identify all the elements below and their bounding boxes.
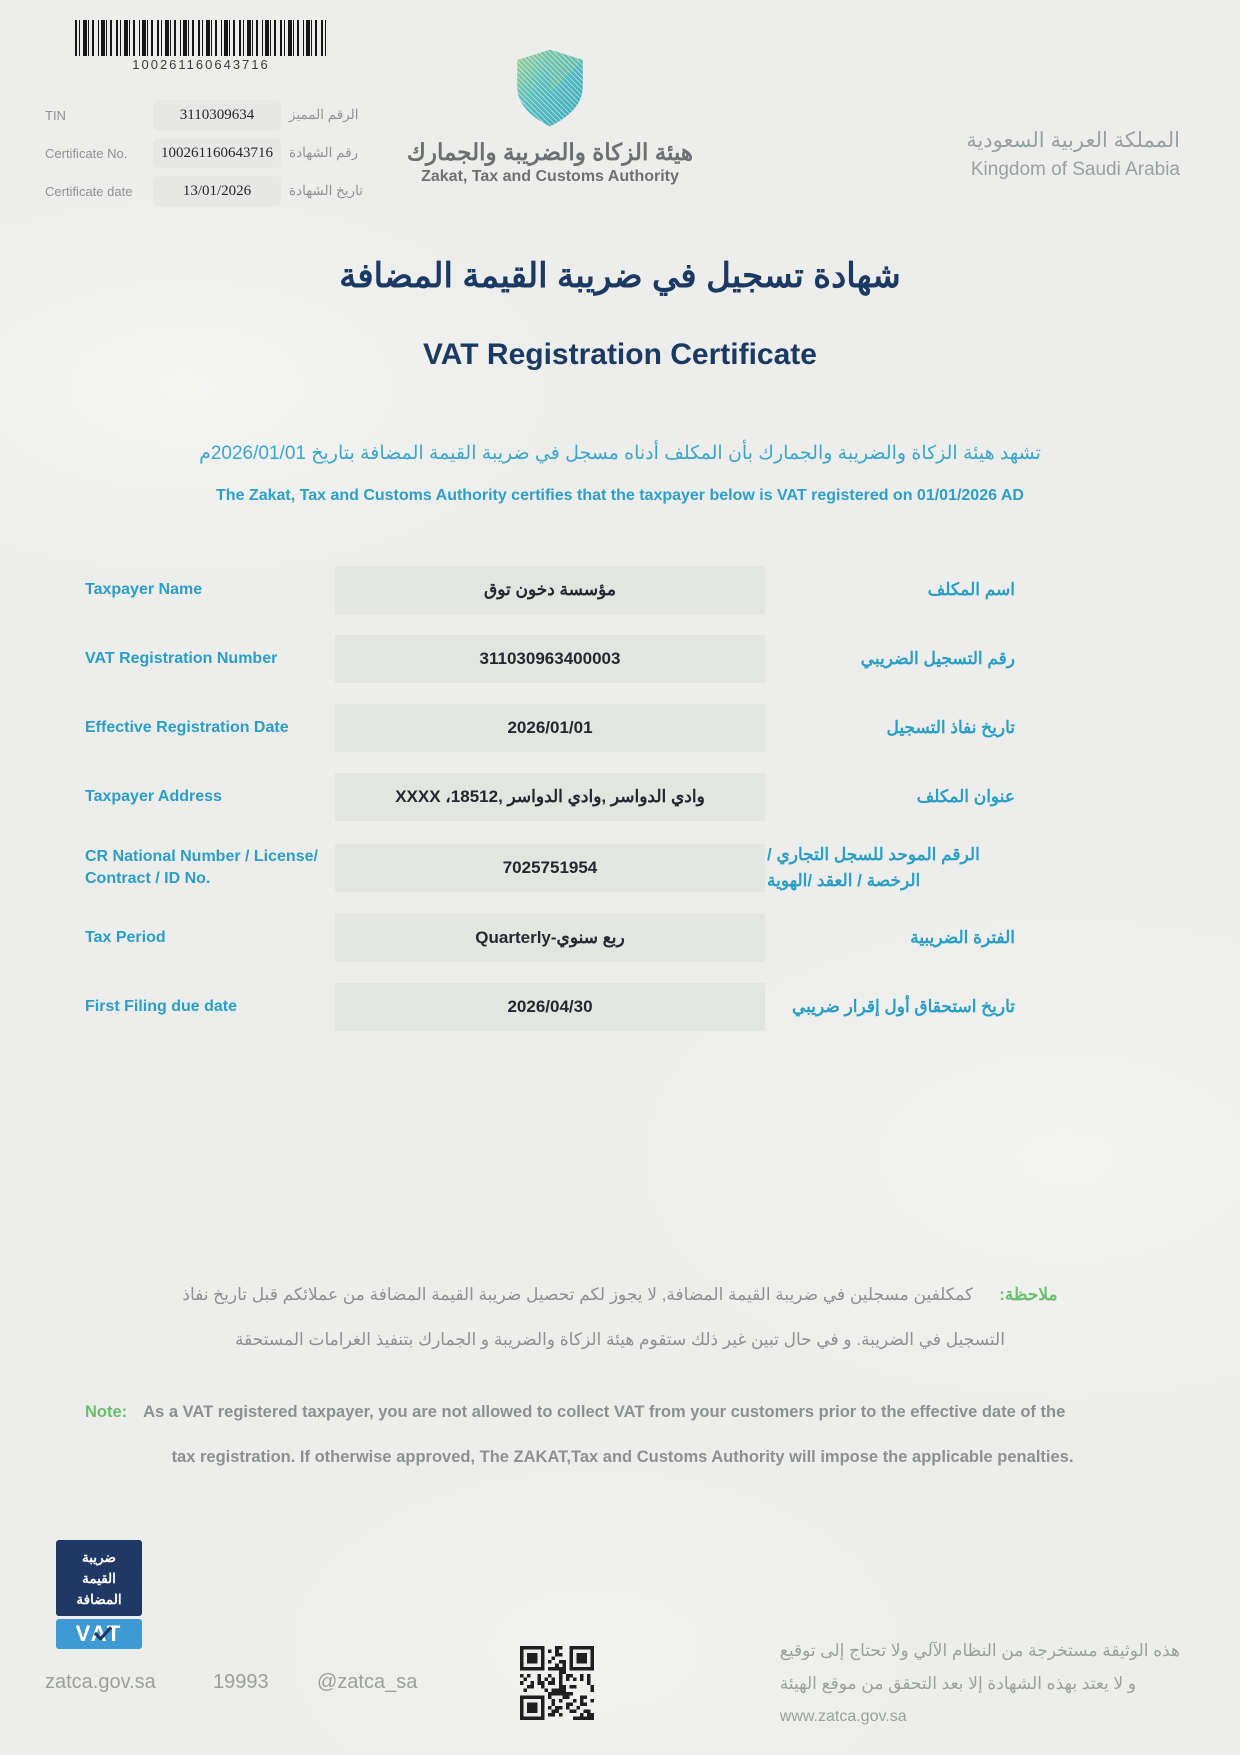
note-english-line2: tax registration. If otherwise approved, The ZAKAT,Tax and Customs Authority will impose the applicable penalties. xyxy=(171,1448,1074,1466)
field-label-ar: الفترة الضريبية xyxy=(910,928,1015,948)
field-label-en: First Filing due date xyxy=(85,998,238,1016)
footer-disclaimer xyxy=(780,1634,1180,1733)
footer-phone: 19993 xyxy=(213,1671,269,1693)
vat-logo-arabic-line2: القيمة xyxy=(82,1571,116,1586)
kingdom-block xyxy=(966,128,1180,181)
field-row-taxpayer-address xyxy=(85,773,1015,821)
vat-logo-arabic xyxy=(56,1540,142,1616)
field-value: وادي الدواسر ,وادي الدواسر ,18512، XXXX xyxy=(335,773,765,821)
field-label-ar: رقم التسجيل الضريبي xyxy=(860,649,1015,669)
note-english xyxy=(85,1390,1160,1480)
field-label-en: Taxpayer Name xyxy=(85,581,203,599)
note-arabic xyxy=(85,1272,1155,1362)
field-row-effective-registration-date xyxy=(85,704,1015,752)
barcode-block xyxy=(75,20,327,72)
certificate-title-english: VAT Registration Certificate xyxy=(423,338,817,371)
note-english-line1 xyxy=(85,1390,1160,1435)
note-label-english: Note: xyxy=(85,1403,128,1421)
field-row-cr-national-number xyxy=(85,842,1015,893)
field-value: 2026/01/01 xyxy=(335,704,765,752)
field-row-tax-period xyxy=(85,914,1015,962)
certificate-no-label-arabic: رقم الشهادة xyxy=(289,145,359,160)
field-row-vat-registration-number xyxy=(85,635,1015,683)
barcode-number: 100261160643716 xyxy=(132,57,270,72)
tin-label-arabic: الرقم المميز xyxy=(289,107,359,122)
certificate-no-value: 100261160643716 xyxy=(153,138,281,168)
disclaimer-url: www.zatca.gov.sa xyxy=(779,1708,907,1725)
field-value: 7025751954 xyxy=(335,844,765,892)
kingdom-name-arabic: المملكة العربية السعودية xyxy=(966,129,1180,152)
certificate-no-label: Certificate No. xyxy=(45,145,128,161)
note-label-arabic: ملاحظة: xyxy=(999,1285,1058,1304)
field-value: مؤسسة دخون توق xyxy=(335,566,765,614)
note-english-text1: As a VAT registered taxpayer, you are not allowed to collect VAT from your customers prior to the effective date of the xyxy=(143,1403,1066,1421)
note-arabic-text1: كمكلفين مسجلين في ضريبة القيمة المضافة, لا يجوز لكم تحصيل ضريبة القيمة المضافة من عملائكم قبل تاريخ نفاذ xyxy=(182,1285,974,1304)
field-label-en: Taxpayer Address xyxy=(85,788,222,806)
disclaimer-line1: هذه الوثيقة مستخرجة من النظام الآلي ولا تحتاج إلى توقيع xyxy=(779,1641,1180,1660)
footer-website: zatca.gov.sa xyxy=(45,1671,156,1693)
kingdom-name-english: Kingdom of Saudi Arabia xyxy=(970,159,1180,180)
note-arabic-line2: التسجيل في الضريبة. و في حال تبين غير ذلك ستقوم هيئة الزكاة والضريبة و الجمارك بتنفيذ الغرامات المستحقة xyxy=(235,1330,1005,1349)
certificate-date-label-arabic: تاريخ الشهادة xyxy=(289,183,363,198)
authority-logo-block xyxy=(395,48,705,186)
field-label-ar: تاريخ استحقاق أول إقرار ضريبي xyxy=(791,997,1015,1017)
footer-social-handle: @zatca_sa xyxy=(317,1671,418,1693)
tin-label: TIN xyxy=(45,107,66,123)
certificate-date-value: 13/01/2026 xyxy=(153,176,281,206)
field-row-taxpayer-name xyxy=(85,566,1015,614)
authority-name-english: Zakat, Tax and Customs Authority xyxy=(421,168,679,185)
note-arabic-line1 xyxy=(85,1272,1155,1317)
field-label-ar: تاريخ نفاذ التسجيل xyxy=(886,718,1015,738)
tin-value: 3110309634 xyxy=(153,100,281,130)
authority-name-arabic: هيئة الزكاة والضريبة والجمارك xyxy=(406,139,694,165)
vat-logo-band xyxy=(56,1619,142,1649)
field-label-ar: عنوان المكلف xyxy=(916,787,1015,807)
taxpayer-fields-table xyxy=(85,566,1015,1052)
barcode-icon xyxy=(75,20,327,56)
field-label-en: Effective Registration Date xyxy=(85,719,289,737)
vat-logo-text: VAT xyxy=(75,1621,123,1646)
field-label-en: CR National Number / License/ Contract / ID No. xyxy=(85,847,318,887)
vat-logo-arabic-line3: المضافة xyxy=(76,1592,122,1607)
certification-statement-english: The Zakat, Tax and Customs Authority certifies that the taxpayer below is VAT registered on 01/01/2026 AD xyxy=(216,487,1024,504)
field-value: 311030963400003 xyxy=(335,635,765,683)
field-value: 2026/04/30 xyxy=(335,983,765,1031)
field-label-ar: الرقم الموحد للسجل التجاري / الرخصة / العقد /الهوية xyxy=(767,845,980,890)
qr-code xyxy=(520,1646,594,1720)
field-row-first-filing-due-date xyxy=(85,983,1015,1031)
field-label-en: Tax Period xyxy=(85,929,166,947)
certification-statement-arabic: تشهد هيئة الزكاة والضريبة والجمارك بأن المكلف أدناه مسجل في ضريبة القيمة المضافة بتاريخ 2026/01/01م xyxy=(199,443,1041,464)
certificate-title-arabic: شهادة تسجيل في ضريبة القيمة المضافة xyxy=(339,257,901,295)
disclaimer-line2: و لا يعتد بهذه الشهادة إلا بعد التحقق من موقع الهيئة xyxy=(779,1674,1137,1693)
vat-check-icon xyxy=(93,1626,112,1640)
vat-logo-arabic-line1: ضريبة xyxy=(82,1550,116,1565)
certificate-id-rows xyxy=(45,100,363,206)
certificate-date-label: Certificate date xyxy=(45,183,133,199)
field-label-en: VAT Registration Number xyxy=(85,650,278,668)
field-label-ar: اسم المكلف xyxy=(927,580,1015,600)
field-value: ربع سنوي-Quarterly xyxy=(335,914,765,962)
zatca-shield-icon xyxy=(513,115,587,132)
vat-logo xyxy=(56,1540,142,1649)
